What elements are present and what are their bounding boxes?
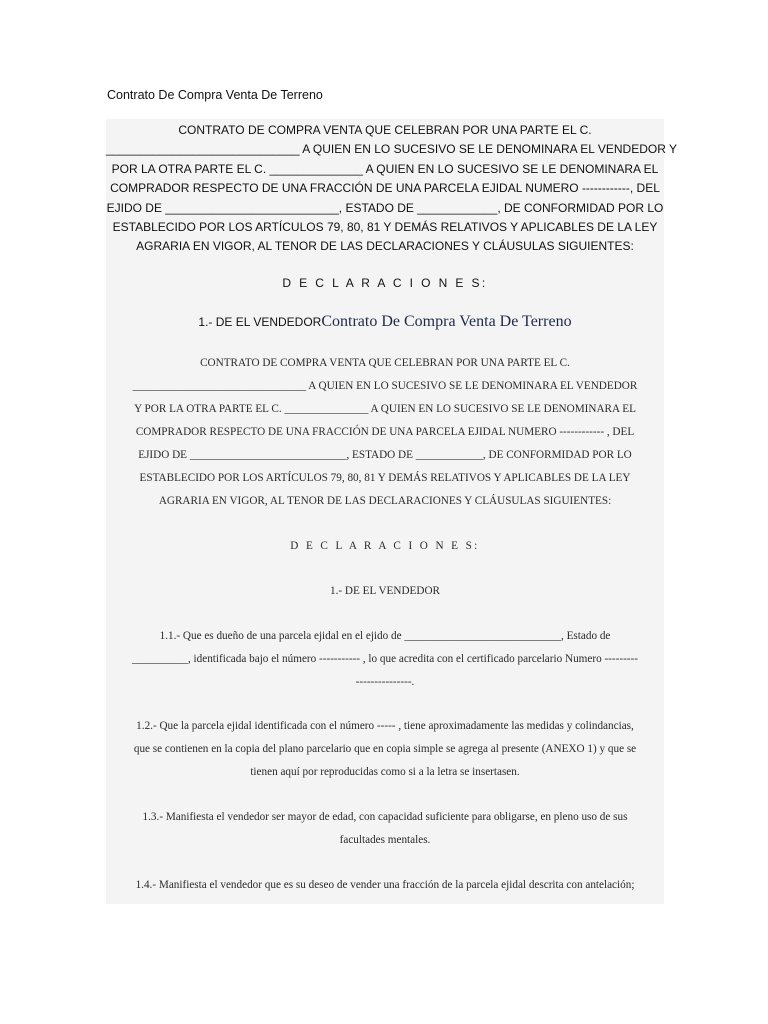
vendedor-heading-small: 1.- DE EL VENDEDOR [198,315,322,329]
clause-line: ---------------. [355,676,415,688]
intro-line: EJIDO DE __________________________, ESTADO DE ____________, DE CONFORMIDAD POR LO [106,200,664,215]
clause-line: 1.2.- Que la parcela ejidal identificada con el número ----- , tiene aproximadamente las medidas y colindancias, [136,720,634,732]
intro-line: CONTRATO DE COMPRA VENTA QUE CELEBRAN POR UNA PARTE EL C. [200,357,570,369]
contract-intro-bold [106,121,677,257]
intro-line: Y POR LA OTRA PARTE EL C. _______________ A QUIEN EN LO SUCESIVO SE LE DENOMINARA EL [134,403,636,415]
intro-line: EJIDO DE ____________________________, ESTADO DE ____________, DE CONFORMIDAD POR LO [138,449,632,461]
clause-1-4 [106,874,664,897]
clause-line: 1.3.- Manifiesta el vendedor ser mayor de edad, con capacidad suficiente para obligarse, en pleno uso de sus [142,811,628,823]
intro-line: ESTABLECIDO POR LOS ARTÍCULOS 79, 80, 81 Y DEMÁS RELATIVOS Y APLICABLES DE LA LEY [112,220,658,235]
intro-line: POR LA OTRA PARTE EL C. ______________ A QUIEN EN LO SUCESIVO SE LE DENOMINARA EL [111,161,659,176]
clause-line: facultades mentales. [339,834,431,846]
intro-line: _______________________________ A QUIEN EN LO SUCESIVO SE LE DENOMINARA EL VENDEDOR [132,380,638,392]
intro-line: CONTRATO DE COMPRA VENTA QUE CELEBRAN POR UNA PARTE EL C. [178,123,592,137]
embedded-document-title: Contrato De Compra Venta De Terreno [321,313,572,330]
intro-line: AGRARIA EN VIGOR, AL TENOR DE LAS DECLARACIONES Y CLÁUSULAS SIGUIENTES: [158,495,612,507]
intro-line: ESTABLECIDO POR LOS ARTÍCULOS 79, 80, 81 Y DEMÁS RELATIVOS Y APLICABLES DE LA LEY [139,472,631,484]
vendedor-heading-serif: 1.- DE EL VENDEDOR [330,585,440,597]
clause-line: 1.4.- Manifiesta el vendedor que es su deseo de vender una fracción de la parcela ejidal descrita con antelación; [135,879,635,891]
intro-line: COMPRADOR RESPECTO DE UNA FRACCIÓN DE UNA PARCELA EJIDAL NUMERO ------------ , DEL [135,426,635,438]
clause-1-3 [106,806,664,852]
document-title: Contrato De Compra Venta De Terreno [107,88,323,102]
clause-line: __________, identificada bajo el número ----------- , lo que acredita con el certificado parcelario Numero --------- [132,653,638,665]
clause-1-2 [106,715,664,784]
intro-line: AGRARIA EN VIGOR, AL TENOR DE LAS DECLARACIONES Y CLÁUSULAS SIGUIENTES: [136,239,634,254]
clause-1-1 [106,625,664,694]
clause-line: que se contienen en la copia del plano parcelario que en copia simple se agrega al presente (ANEXO 1) y que se [133,743,637,755]
clause-line: 1.1.- Que es dueño de una parcela ejidal en el ejido de ____________________________, Estado de [159,630,611,642]
declaraciones-heading-bold: D E C L A R A C I O N E S: [282,276,488,290]
intro-line: _____________________________ A QUIEN EN LO SUCESIVO SE LE DENOMINARA EL VENDEDOR Y [106,142,677,157]
contract-intro-serif [106,352,664,513]
vendedor-heading-row [106,313,664,331]
declaraciones-heading-serif: D E C L A R A C I O N E S: [290,540,480,552]
intro-line: COMPRADOR RESPECTO DE UNA FRACCIÓN DE UNA PARCELA EJIDAL NUMERO ------------, DEL [110,181,660,196]
clause-line: tienen aquí por reproducidas como si a la letra se insertasen. [250,766,520,778]
